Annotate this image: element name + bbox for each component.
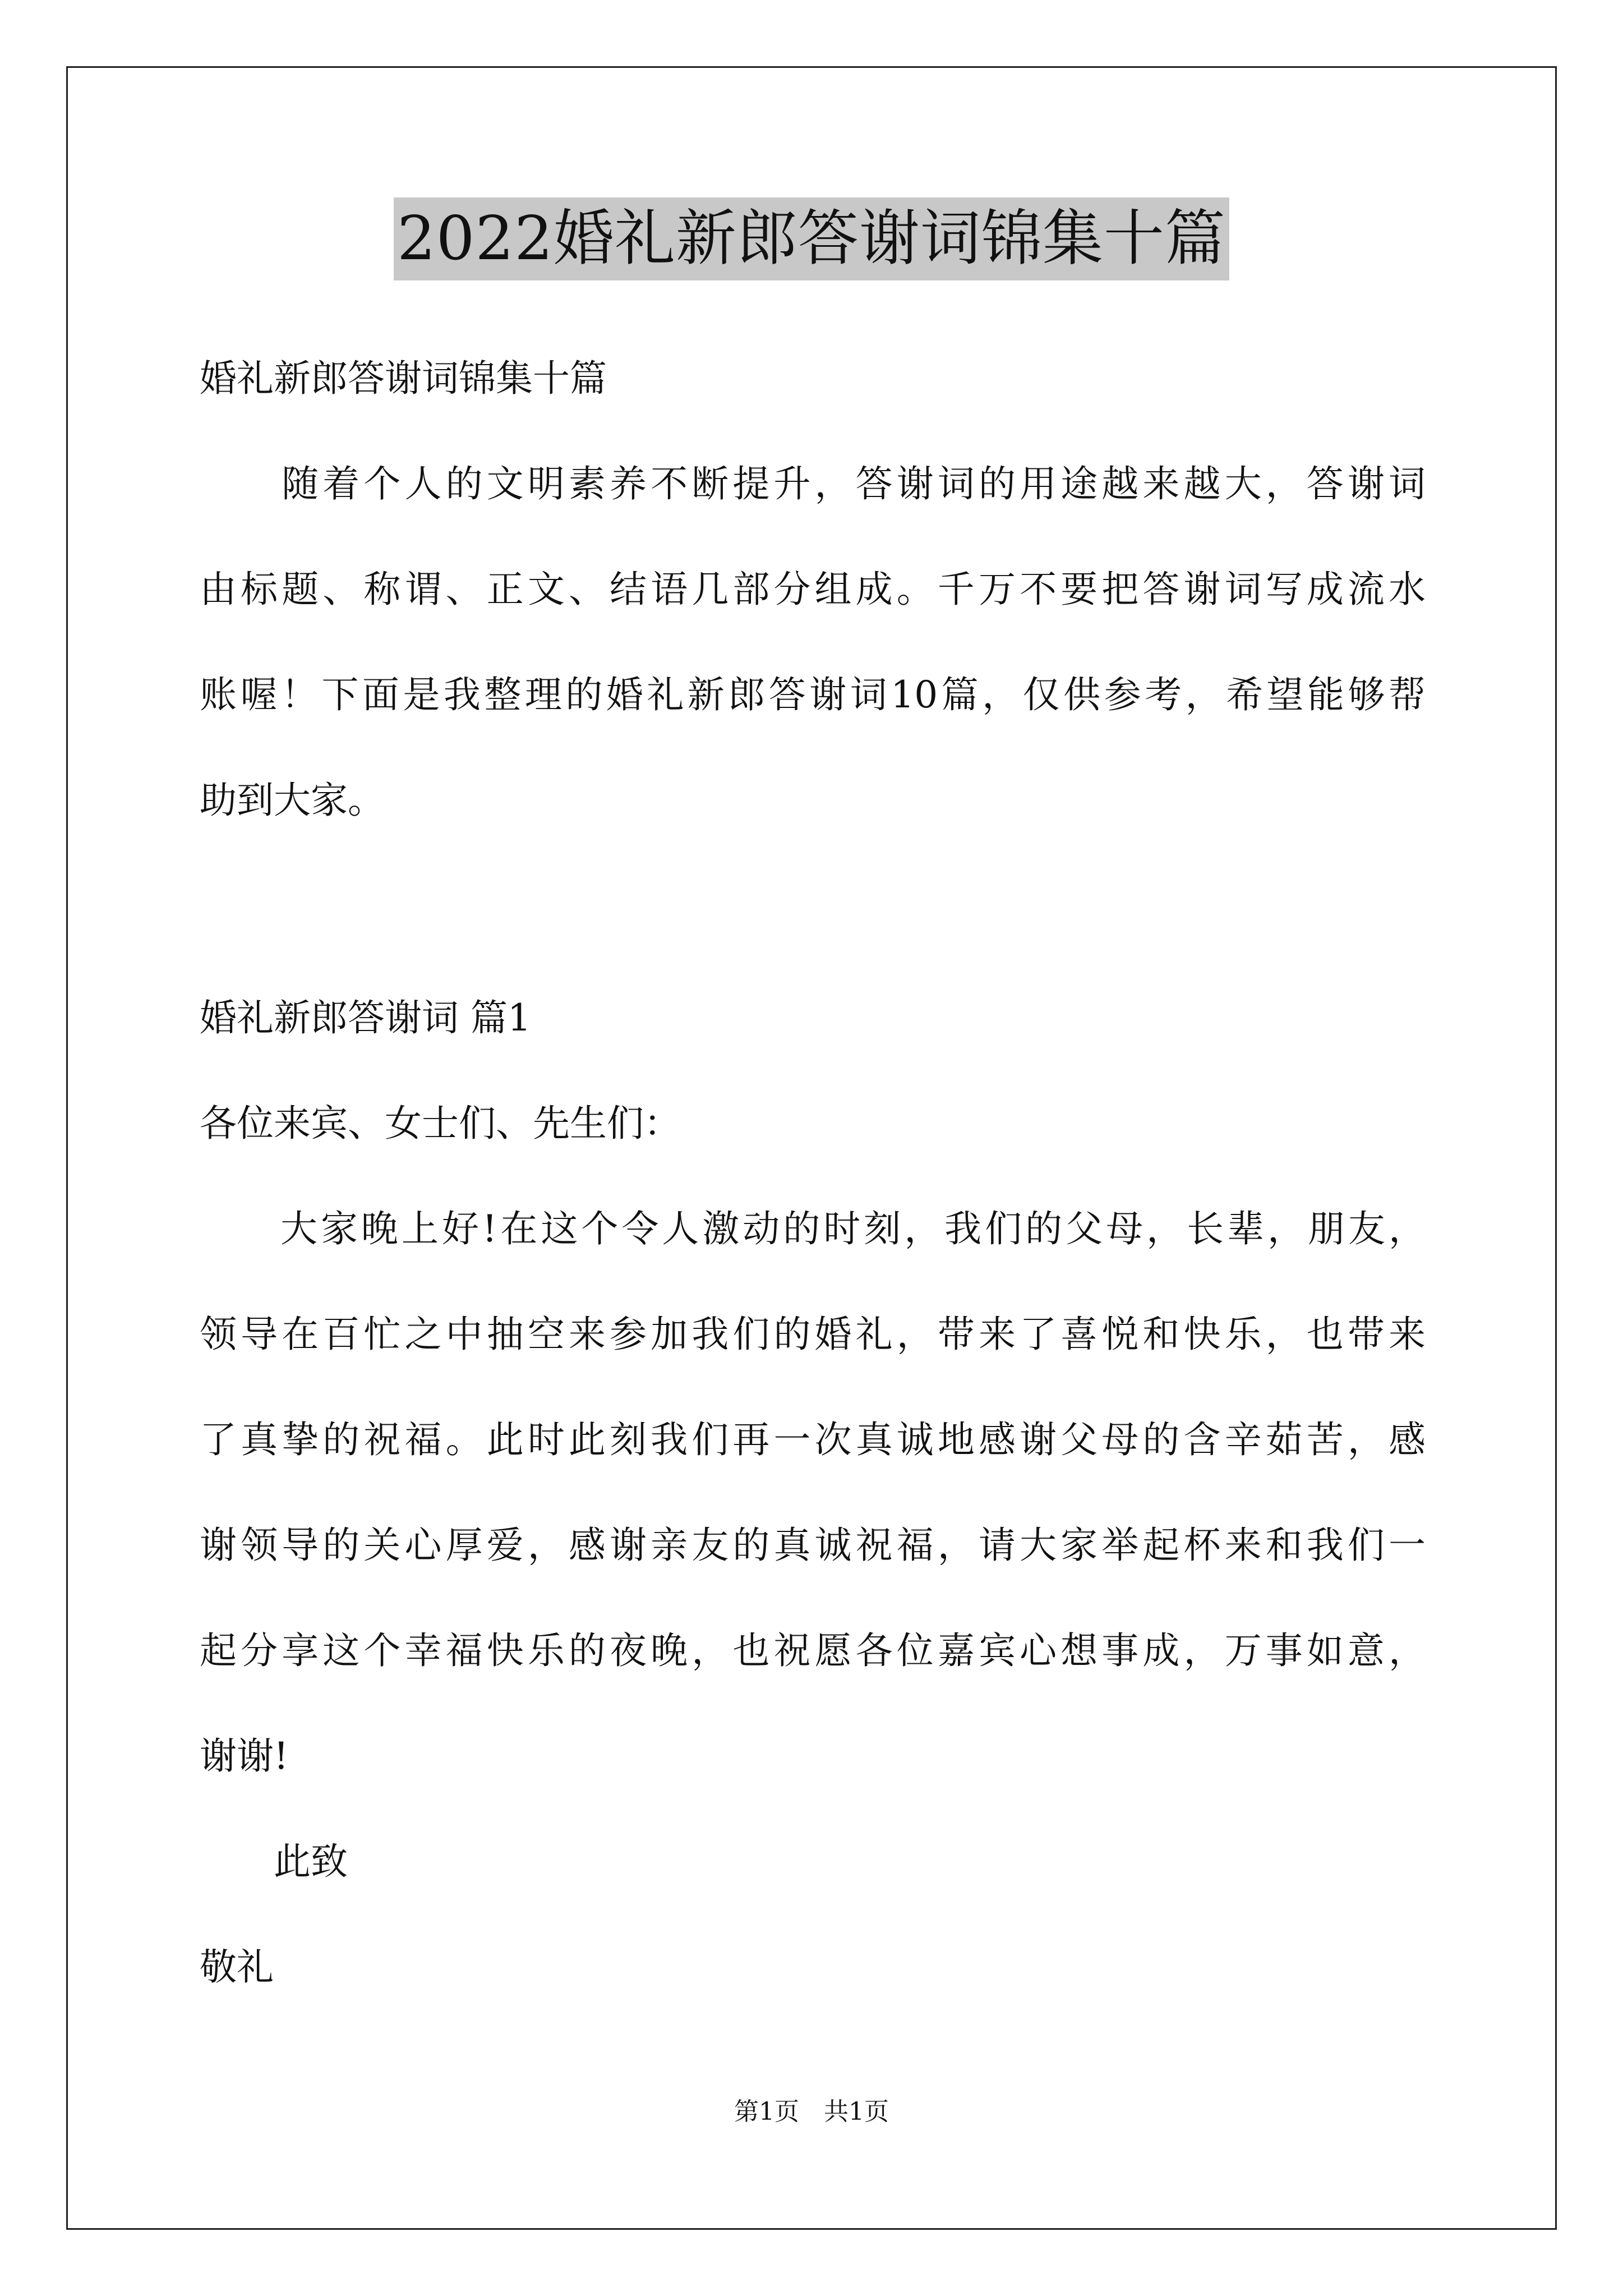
document-title: 2022婚礼新郎答谢词锦集十篇	[394, 197, 1229, 280]
closing-line: 敬礼	[200, 1945, 274, 1989]
body-line: 领导在百忙之中抽空来参加我们的婚礼，带来了喜悦和快乐，也带来	[200, 1313, 1426, 1356]
page-footer: 第1页 共1页	[734, 2097, 889, 2126]
intro-line: 随着个人的文明素养不断提升，答谢词的用途越来越大，答谢词	[200, 462, 1426, 505]
body-line: 大家晚上好!在这个令人激动的时刻，我们的父母，长辈，朋友，	[200, 1207, 1426, 1250]
body-line: 了真挚的祝福。此时此刻我们再一次真诚地感谢父母的含辛茹苦，感	[200, 1418, 1426, 1461]
body-line: 谢谢!	[200, 1734, 289, 1778]
intro-line: 由标题、称谓、正文、结语几部分组成。千万不要把答谢词写成流水	[200, 568, 1426, 611]
body-line: 起分享这个幸福快乐的夜晚，也祝愿各位嘉宾心想事成，万事如意，	[200, 1629, 1426, 1672]
document-subtitle: 婚礼新郎答谢词锦集十篇	[200, 357, 607, 400]
intro-line: 助到大家。	[200, 779, 385, 822]
closing-line: 此致	[200, 1840, 348, 1883]
salutation: 各位来宾、女士们、先生们：	[200, 1102, 681, 1145]
body-line: 谢领导的关心厚爱，感谢亲友的真诚祝福，请大家举起杯来和我们一	[200, 1524, 1426, 1567]
title-container	[0, 197, 1623, 280]
section-heading: 婚礼新郎答谢词 篇1	[200, 996, 531, 1039]
intro-line: 账喔！下面是我整理的婚礼新郎答谢词10篇，仅供参考，希望能够帮	[200, 673, 1426, 716]
